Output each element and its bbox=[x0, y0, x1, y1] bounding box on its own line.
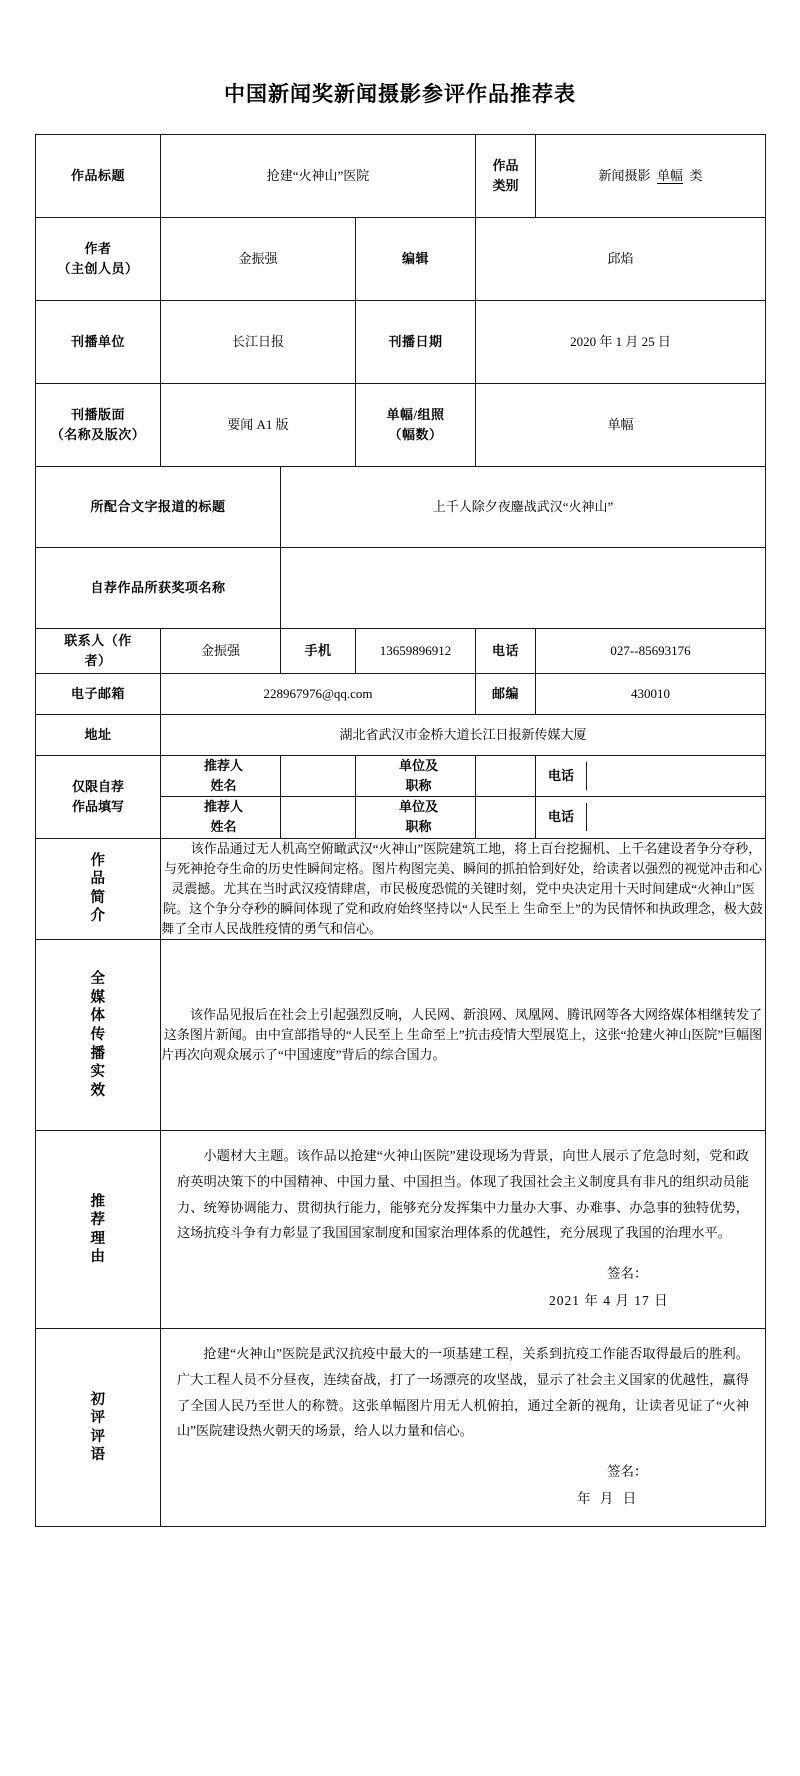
recommender-1-unit-label-line2: 职称 bbox=[405, 778, 432, 794]
recommender-1-phone-label: 电话 bbox=[536, 762, 587, 790]
mobile-label: 手机 bbox=[281, 629, 356, 674]
work-category-label-line1: 作品 bbox=[492, 157, 519, 173]
recommender-1-name-value[interactable] bbox=[281, 756, 356, 797]
work-summary-text[interactable]: 该作品通过无人机高空俯瞰武汉“火神山”医院建筑工地，将上百台挖掘机、上千名建设者争分夺秒，与死神抢夺生命的历史性瞬间定格。图片构图完美、瞬间的抓拍恰到好处，给读者以强烈的视觉冲击和心灵震撼。尤其在当时武汉疫情肆虐，市民极度恐慌的关键时刻，党中央决定用十天时间建成“火神山”医院。这个争分夺秒的瞬间体现了党和政府始终坚持以“人民至上 生命至上”的为民情怀和执政理念，极大鼓舞了全市人民战胜疫情的勇气和信心。 bbox=[161, 838, 766, 940]
recommendation-reason-text[interactable]: 小题材大主题。该作品以抢建“火神山医院”建设现场为背景，向世人展示了危急时刻，党和政府英明决策下的中国精神、中国力量、中国担当。体现了我国社会主义制度具有非凡的组织动员能力、统筹协调能力、贯彻执行能力，能够充分发挥集中力量办大事、办难事、办急事的独特优势，这场抗疫斗争有力彰显了我国国家制度和国家治理体系的优越性，充分展现了我国的治理水平。 bbox=[177, 1148, 749, 1241]
zip-label: 邮编 bbox=[476, 674, 536, 715]
initial-review-signature-block bbox=[161, 1456, 765, 1526]
phone-label: 电话 bbox=[476, 629, 536, 674]
photo-count-value[interactable]: 单幅 bbox=[476, 384, 766, 467]
recommender-1-name-label-line1: 推荐人 bbox=[203, 758, 243, 773]
recommender-1-unit-label-line1: 单位及 bbox=[398, 758, 438, 773]
table-row-edition bbox=[36, 384, 766, 467]
contact-name-value[interactable]: 金振强 bbox=[161, 629, 281, 674]
author-label-line1: 作者 bbox=[84, 240, 112, 256]
accompanying-title-value[interactable]: 上千人除夕夜鏖战武汉“火神山” bbox=[281, 467, 766, 548]
address-label: 地址 bbox=[36, 715, 161, 756]
submission-form-table bbox=[35, 134, 766, 1527]
work-category-underlined: 单幅 bbox=[656, 167, 683, 183]
table-row-address bbox=[36, 715, 766, 756]
media-effect-label-cell bbox=[36, 940, 161, 1131]
media-effect-text[interactable]: 该作品见报后在社会上引起强烈反响，人民网、新浪网、凤凰网、腾讯网等各大网络媒体相继转发了这条图片新闻。由中宣部指导的“人民至上 生命至上”抗击疫情大型展览上，这张“抢建火神山医院”巨幅图片再次向观众展示了“中国速度”背后的综合国力。 bbox=[161, 940, 766, 1131]
accompanying-title-label: 所配合文字报道的标题 bbox=[36, 467, 281, 548]
table-row-recommendation-reason bbox=[36, 1131, 766, 1329]
table-row-publisher bbox=[36, 301, 766, 384]
recommendation-signature-label[interactable]: 签名： bbox=[607, 1266, 648, 1282]
table-row-recommender-1 bbox=[36, 756, 766, 797]
table-row-work-summary bbox=[36, 838, 766, 940]
initial-review-signature-date[interactable]: 年 月 日 bbox=[577, 1491, 640, 1507]
recommender-2-phone-cell bbox=[536, 797, 766, 838]
mobile-value[interactable]: 13659896912 bbox=[356, 629, 476, 674]
recommender-1-unit-value[interactable] bbox=[476, 756, 536, 797]
self-award-value[interactable] bbox=[281, 548, 766, 629]
recommender-2-name-label-line2: 姓名 bbox=[210, 819, 237, 835]
recommendation-signature-block bbox=[161, 1258, 765, 1328]
publisher-label: 刊播单位 bbox=[36, 301, 161, 384]
email-label: 电子邮箱 bbox=[36, 674, 161, 715]
self-nomination-label-line1: 仅限自荐 bbox=[71, 778, 124, 794]
recommendation-reason-label-cell bbox=[36, 1131, 161, 1329]
table-row-author bbox=[36, 218, 766, 301]
recommender-2-phone-label: 电话 bbox=[536, 803, 587, 831]
publish-date-label: 刊播日期 bbox=[356, 301, 476, 384]
table-row-media-effect bbox=[36, 940, 766, 1131]
initial-review-text[interactable]: 抢建“火神山”医院是武汉抗疫中最大的一项基建工程，关系到抗疫工作能否取得最后的胜利。广大工程人员不分昼夜，连续奋战，打了一场漂亮的攻坚战，显示了社会主义国家的优越性，赢得了全国人民乃至世人的称赞。这张单幅图片用无人机俯拍，通过全新的视角，让读者见证了“火神山”医院建设热火朝天的场景，给人以力量和信心。 bbox=[177, 1346, 749, 1439]
phone-value[interactable]: 027--85693176 bbox=[536, 629, 766, 674]
work-category-label bbox=[476, 135, 536, 218]
work-category-label-line2: 类别 bbox=[492, 178, 519, 193]
initial-review-label: 初评评语 bbox=[90, 1391, 106, 1464]
recommender-2-unit-label-line1: 单位及 bbox=[398, 799, 438, 815]
table-row-self-award bbox=[36, 548, 766, 629]
recommender-2-name-value[interactable] bbox=[281, 797, 356, 838]
recommender-1-name-label bbox=[161, 756, 281, 797]
recommender-1-phone-value[interactable] bbox=[587, 762, 766, 790]
recommender-2-name-label bbox=[161, 797, 281, 838]
photo-count-label-line2: （幅数） bbox=[388, 427, 443, 442]
recommender-1-phone-cell bbox=[536, 756, 766, 797]
table-row-email bbox=[36, 674, 766, 715]
table-row-initial-review bbox=[36, 1329, 766, 1527]
email-value[interactable]: 228967976@qq.com bbox=[161, 674, 476, 715]
recommendation-reason-label: 推荐理由 bbox=[90, 1193, 106, 1266]
self-award-label: 自荐作品所获奖项名称 bbox=[36, 548, 281, 629]
edition-label-line2: （名称及版次） bbox=[50, 427, 146, 442]
recommender-2-unit-value[interactable] bbox=[476, 797, 536, 838]
author-value[interactable]: 金振强 bbox=[161, 218, 356, 301]
work-category-prefix: 新闻摄影 bbox=[598, 167, 651, 183]
recommender-2-phone-value[interactable] bbox=[587, 803, 766, 831]
recommendation-reason-cell bbox=[161, 1131, 766, 1329]
recommender-2-unit-label-line2: 职称 bbox=[405, 819, 432, 835]
edition-value[interactable]: 要闻 A1 版 bbox=[161, 384, 356, 467]
table-row-contact bbox=[36, 629, 766, 674]
recommender-2-unit-label bbox=[356, 797, 476, 838]
address-value[interactable]: 湖北省武汉市金桥大道长江日报新传媒大厦 bbox=[161, 715, 766, 756]
table-row-accompanying-title bbox=[36, 467, 766, 548]
self-nomination-section-label bbox=[36, 756, 161, 839]
contact-label-line1: 联系人（作 bbox=[64, 632, 132, 648]
publisher-value[interactable]: 长江日报 bbox=[161, 301, 356, 384]
recommender-2-name-label-line1: 推荐人 bbox=[203, 799, 243, 815]
author-label-line2: （主创人员） bbox=[57, 261, 139, 276]
author-label bbox=[36, 218, 161, 301]
photo-count-label bbox=[356, 384, 476, 467]
initial-review-cell bbox=[161, 1329, 766, 1527]
work-summary-label-cell bbox=[36, 838, 161, 940]
table-row-work-title bbox=[36, 135, 766, 218]
initial-review-label-cell bbox=[36, 1329, 161, 1527]
work-summary-label: 作品简介 bbox=[90, 852, 106, 925]
self-nomination-label-line2: 作品填写 bbox=[71, 798, 124, 814]
recommender-1-unit-label bbox=[356, 756, 476, 797]
edition-label-line1: 刊播版面 bbox=[70, 406, 125, 422]
media-effect-label: 全媒体传播实效 bbox=[90, 971, 106, 1099]
contact-label-line2: 者） bbox=[84, 653, 112, 668]
contact-label bbox=[36, 629, 161, 674]
editor-value[interactable]: 邱焰 bbox=[476, 218, 766, 301]
recommender-1-name-label-line2: 姓名 bbox=[210, 778, 237, 794]
edition-label bbox=[36, 384, 161, 467]
work-category-suffix: 类 bbox=[689, 167, 703, 183]
work-title-value[interactable]: 抢建“火神山”医院 bbox=[161, 135, 476, 218]
work-title-label: 作品标题 bbox=[36, 135, 161, 218]
page-title: 中国新闻奖新闻摄影参评作品推荐表 bbox=[224, 82, 576, 106]
zip-value[interactable]: 430010 bbox=[536, 674, 766, 715]
initial-review-signature-label[interactable]: 签名： bbox=[607, 1464, 648, 1480]
recommendation-signature-date[interactable]: 2021 年 4 月 17 日 bbox=[549, 1293, 669, 1309]
publish-date-value[interactable]: 2020 年 1 月 25 日 bbox=[476, 301, 766, 384]
work-category-value[interactable] bbox=[536, 135, 766, 218]
editor-label: 编辑 bbox=[356, 218, 476, 301]
photo-count-label-line1: 单幅/组照 bbox=[386, 406, 445, 422]
